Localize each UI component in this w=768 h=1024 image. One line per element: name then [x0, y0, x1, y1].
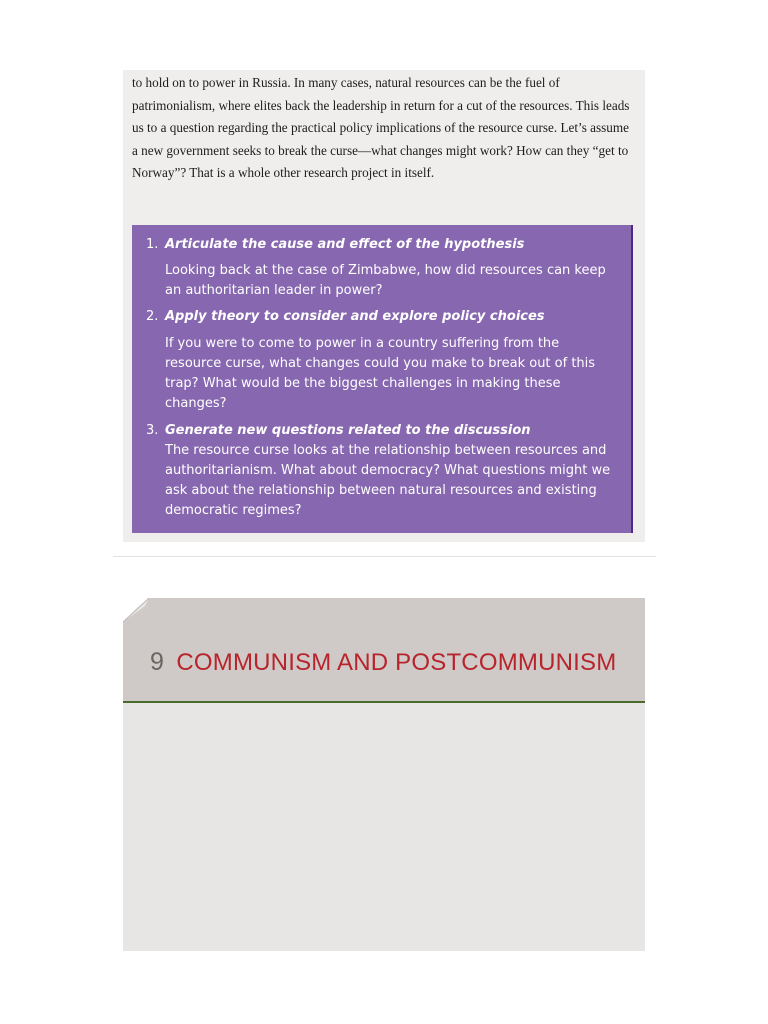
question-number: 2.	[146, 309, 159, 324]
page-divider	[113, 556, 656, 557]
question-heading: Generate new questions related to the discussion	[165, 423, 531, 438]
question-number: 3.	[146, 423, 159, 438]
page-curl-icon	[123, 598, 151, 624]
chapter-header-band	[123, 598, 645, 703]
chapter-heading	[150, 648, 616, 677]
discussion-question	[132, 307, 631, 414]
question-heading: Apply theory to consider and explore policy choices	[165, 309, 545, 324]
question-number: 1.	[146, 237, 159, 252]
discussion-questions-box	[132, 225, 633, 533]
chapter-number: 9	[150, 648, 164, 676]
body-paragraph: to hold on to power in Russia. In many cases, natural resources can be the fuel of patrimonialism, where elites back the leadership in return for a cut of the resources. This leads us to a question regarding the practical policy implications of the resource curse. Let’s assume a new government seeks to break the curse—what changes might work? How can they “get to Norway”? That is a whole other research project in itself.	[132, 75, 630, 181]
question-body: The resource curse looks at the relationship between resources and authoritarianism. What about democracy? What questions might we ask about the relationship between natural resources and existing democratic regimes?	[165, 443, 611, 518]
chapter-opening-page	[123, 598, 645, 951]
question-body: If you were to come to power in a country suffering from the resource curse, what changes could you make to break out of this trap? What would be the biggest challenges in making these changes?	[165, 336, 596, 411]
question-body: Looking back at the case of Zimbabwe, how did resources can keep an authoritarian leader in power?	[165, 263, 606, 298]
discussion-questions-list	[132, 235, 631, 521]
discussion-question	[132, 235, 631, 301]
discussion-question	[132, 421, 631, 521]
question-heading: Articulate the cause and effect of the hypothesis	[165, 237, 525, 252]
previous-page-fragment	[123, 70, 645, 542]
chapter-title: COMMUNISM AND POSTCOMMUNISM	[176, 649, 617, 676]
